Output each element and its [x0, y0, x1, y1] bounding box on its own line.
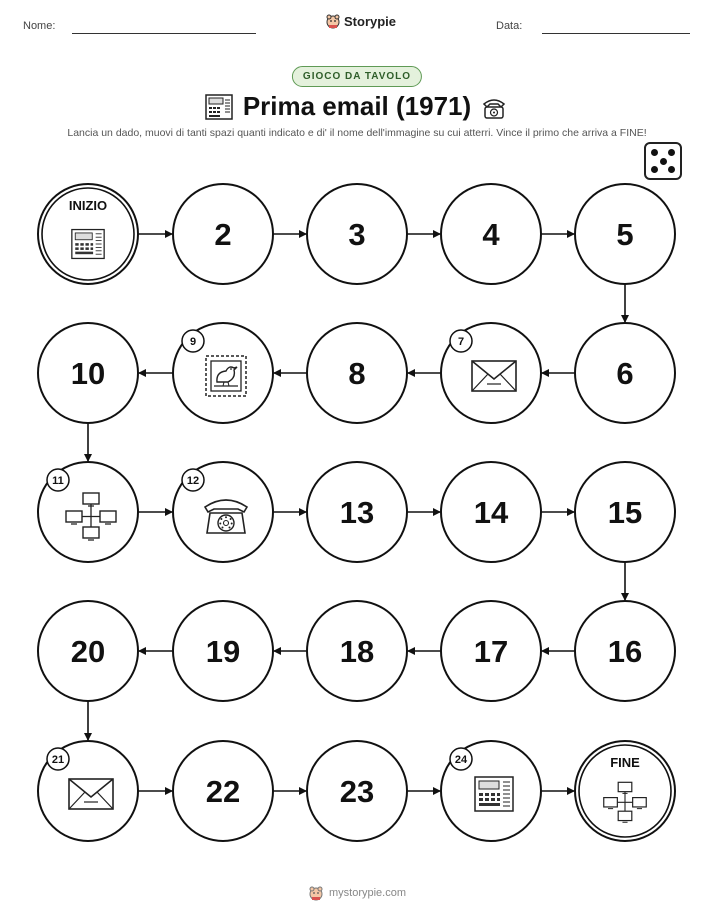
space-number: 10 [70, 356, 106, 391]
board-space [38, 741, 138, 841]
space-number: 16 [607, 634, 643, 669]
space-number: 14 [473, 495, 509, 530]
space-number: 11 [52, 475, 64, 487]
board-space [38, 601, 138, 701]
board-space [441, 184, 541, 284]
start-space [38, 184, 138, 284]
footer-url[interactable]: mystorypie.com [328, 887, 407, 899]
board-space [38, 323, 138, 423]
board-space [307, 323, 407, 423]
board-space [575, 462, 675, 562]
board-space [173, 462, 273, 562]
space-label: INIZIO [68, 198, 108, 213]
space-number: 9 [189, 336, 197, 348]
space-number: 2 [214, 217, 232, 252]
space-number: 18 [339, 634, 375, 669]
board-space [307, 184, 407, 284]
board-space [173, 323, 273, 423]
envelope-icon [472, 361, 516, 391]
stamp-icon [206, 356, 246, 396]
footer [0, 885, 714, 901]
board-space [173, 184, 273, 284]
space-number: 19 [205, 634, 241, 669]
name-label: Nome: [23, 20, 56, 32]
computer-icon [475, 777, 513, 811]
space-number: 12 [186, 475, 200, 487]
board-space [575, 323, 675, 423]
board-space [441, 601, 541, 701]
board-space [307, 462, 407, 562]
finish-space [575, 741, 675, 841]
board-space [307, 741, 407, 841]
board-space [173, 741, 273, 841]
brand-name: Storypie [344, 13, 397, 29]
storypie-mascot-icon [308, 885, 324, 901]
board-space [441, 741, 541, 841]
space-number: 17 [473, 634, 509, 669]
space-number: 15 [607, 495, 643, 530]
game-type-badge: GIOCO DA TAVOLO [292, 66, 422, 87]
envelope-icon [69, 779, 113, 809]
space-number: 20 [70, 634, 106, 669]
space-number: 5 [616, 217, 634, 252]
date-label: Data: [496, 20, 523, 32]
board-space [575, 601, 675, 701]
board-space [441, 323, 541, 423]
board-space [173, 601, 273, 701]
computer-icon [72, 230, 104, 259]
space-label: FINE [610, 755, 640, 770]
space-number: 22 [205, 774, 241, 809]
space-number: 23 [339, 774, 375, 809]
board-space [575, 184, 675, 284]
board-spaces [38, 184, 675, 841]
page-title: Prima email (1971) [242, 91, 472, 121]
telephone-icon [205, 500, 247, 533]
space-number: 7 [457, 336, 465, 348]
space-number: 24 [454, 754, 468, 766]
space-number: 8 [348, 356, 366, 391]
board-space [441, 462, 541, 562]
space-number: 4 [482, 217, 500, 252]
space-number: 6 [616, 356, 634, 391]
space-number: 13 [339, 495, 375, 530]
space-number: 3 [348, 217, 366, 252]
board-space [38, 462, 138, 562]
board-space [307, 601, 407, 701]
space-number: 21 [51, 754, 65, 766]
instructions: Lancia un dado, muovi di tanti spazi quanti indicato e di' il nome dell'immagine su cui atterri. Vince il primo che arriva a FINE! [67, 127, 647, 139]
